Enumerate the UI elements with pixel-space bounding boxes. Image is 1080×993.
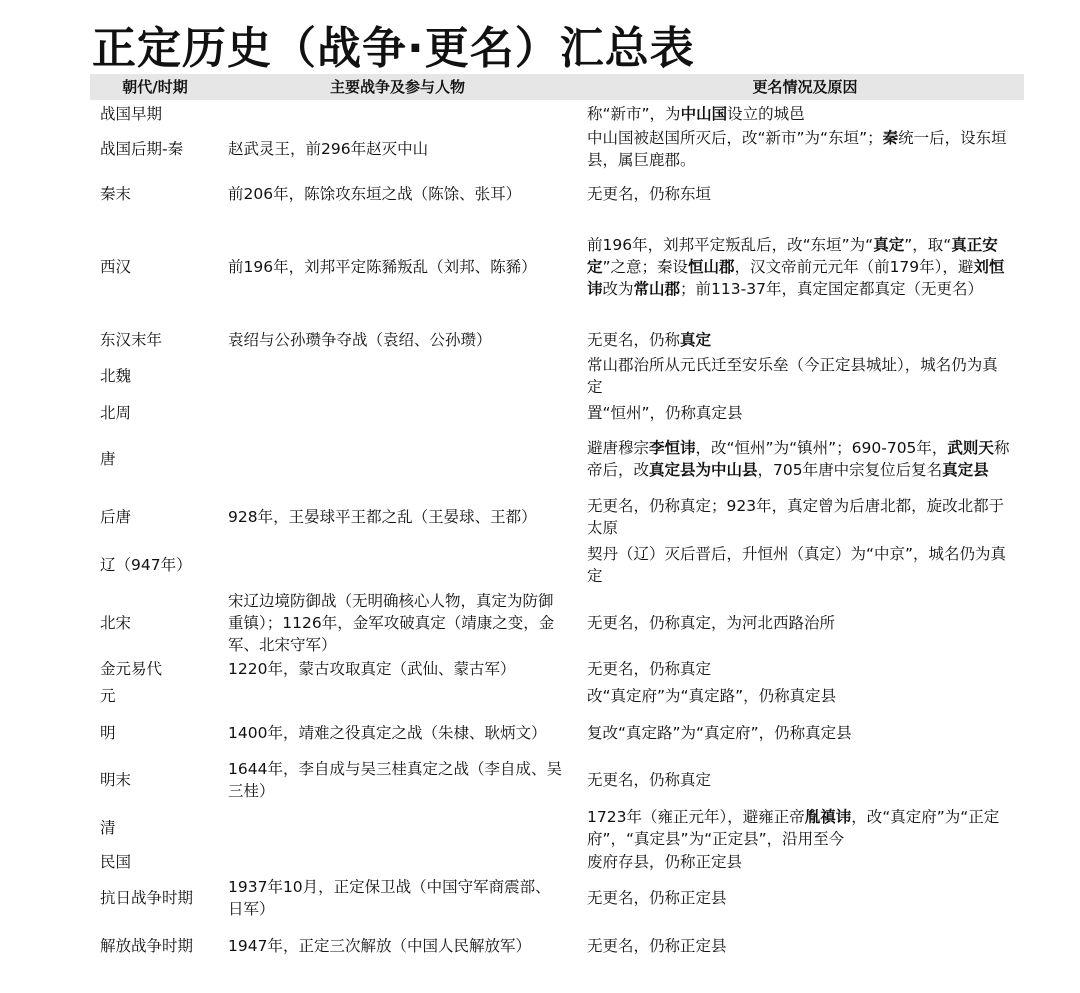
cell-war: 1220年，蒙古攻取真定（武仙、蒙古军） xyxy=(228,660,516,678)
text-segment: 无更名，仍称正定县 xyxy=(587,888,727,907)
text-segment: ，705年唐中宗复位后复名 xyxy=(757,461,943,479)
cell-period: 战国后期-秦 xyxy=(100,140,184,158)
cell-period: 秦末 xyxy=(100,185,132,203)
cell-rename xyxy=(587,590,1012,656)
header-rename: 更名情况及原因 xyxy=(752,78,858,96)
cell-period: 辽（947年） xyxy=(100,556,192,574)
cell-war xyxy=(228,851,563,873)
cell-war xyxy=(228,426,563,492)
cell-period: 后唐 xyxy=(100,508,132,526)
table-row xyxy=(90,426,1024,492)
bold-text: 真定 xyxy=(873,235,905,254)
table-row xyxy=(90,102,1024,126)
text-segment: 废府存县，仍称正定县 xyxy=(587,853,743,871)
cell-war: 赵武灵王，前296年赵灭中山 xyxy=(228,140,429,158)
table-row xyxy=(90,327,1024,352)
bold-text: 刘恒讳 xyxy=(587,257,1005,298)
text-segment: 称“新市”，为 xyxy=(587,105,681,123)
cell-rename xyxy=(587,922,1012,970)
cell-war xyxy=(228,683,563,709)
text-segment: 无更名，仍称真定 xyxy=(587,771,712,789)
cell-rename xyxy=(587,683,1012,709)
cell-period: 民国 xyxy=(100,853,132,871)
text-segment: 常山郡治所从元氏迁至安乐垒（今正定县城址），城名仍为真定 xyxy=(587,356,998,396)
table-row xyxy=(90,874,1024,921)
cell-rename xyxy=(587,426,1012,492)
cell-war xyxy=(228,805,563,851)
text-segment: 无更名，仍称正定县 xyxy=(587,937,727,955)
cell-period: 北宋 xyxy=(100,614,132,632)
table-row xyxy=(90,683,1024,709)
cell-period: 北周 xyxy=(100,403,132,422)
table-row xyxy=(90,757,1024,803)
cell-period: 抗日战争时期 xyxy=(100,888,194,907)
text-segment: 无更名，仍称东垣 xyxy=(587,185,712,203)
text-segment: 无更名，仍称真定 xyxy=(587,660,712,678)
cell-war: 928年，王晏球平王都之乱（王晏球、王都） xyxy=(228,508,537,526)
cell-rename xyxy=(587,710,1012,756)
cell-war: 袁绍与公孙瓒争夺战（袁绍、公孙瓒） xyxy=(228,330,492,349)
cell-period: 西汉 xyxy=(100,257,132,276)
cell-war xyxy=(228,102,563,126)
table-row xyxy=(90,208,1024,325)
cell-war: 1937年10月，正定保卫战（中国守军商震部、日军） xyxy=(228,877,551,918)
text-segment: 统一后，设东垣县，属巨鹿郡。 xyxy=(587,129,1007,169)
cell-war: 宋辽边境防御战（无明确核心人物，真定为防御重镇）；1126年，金军攻破真定（靖康之变，金军、北宋守军） xyxy=(228,592,555,654)
bold-text: 中山国 xyxy=(680,105,728,123)
cell-war: 1644年，李自成与吴三桂真定之战（李自成、吴三桂） xyxy=(228,760,562,800)
text-segment: 前196年，刘邦平定叛乱后，改“东垣”为“ xyxy=(587,235,874,254)
cell-rename xyxy=(587,494,1012,540)
cell-war: 1947年，正定三次解放（中国人民解放军） xyxy=(228,937,531,955)
cell-rename xyxy=(587,757,1012,803)
text-segment: 无更名，仍称真定，为河北西路治所 xyxy=(587,614,836,632)
cell-rename xyxy=(587,181,1012,207)
bold-text: 胤禛讳 xyxy=(804,808,852,826)
header-war: 主要战争及参与人物 xyxy=(329,78,465,96)
text-segment: 无更名，仍称真定；923年，真定曾为后唐北都，旋改北都于太原 xyxy=(587,497,1005,537)
cell-period: 清 xyxy=(100,819,116,837)
table-row xyxy=(90,353,1024,399)
bold-text: 真定县为中山县 xyxy=(649,461,758,479)
cell-rename xyxy=(587,126,1012,172)
cell-rename xyxy=(587,208,1012,325)
table-row xyxy=(90,494,1024,540)
text-segment: 改为 xyxy=(602,279,634,298)
cell-war: 1400年，靖难之役真定之战（朱棣、耿炳文） xyxy=(228,724,547,742)
cell-period: 唐 xyxy=(100,450,116,468)
cell-war xyxy=(228,353,563,399)
table-row xyxy=(90,400,1024,425)
text-segment: 避唐穆宗 xyxy=(587,439,650,457)
table-row xyxy=(90,181,1024,207)
cell-rename xyxy=(587,102,1012,126)
text-segment: ，汉文帝前元元年（前179年），避 xyxy=(734,257,974,276)
cell-rename xyxy=(587,874,1012,921)
header-period: 朝代/时期 xyxy=(122,78,188,96)
table-row xyxy=(90,656,1024,682)
cell-period: 明 xyxy=(100,724,116,742)
table-row xyxy=(90,922,1024,970)
text-segment: 1723年（雍正元年），避雍正帝 xyxy=(587,808,805,826)
text-segment: 无更名，仍称 xyxy=(587,330,681,349)
bold-text: 恒山郡 xyxy=(688,257,735,276)
cell-rename xyxy=(587,656,1012,682)
table-row xyxy=(90,851,1024,873)
text-segment: ”之意；秦设 xyxy=(602,257,689,276)
cell-war xyxy=(228,541,563,589)
text-segment: 称帝后，改 xyxy=(587,439,1010,479)
cell-rename xyxy=(587,805,1012,851)
cell-rename xyxy=(587,541,1012,589)
cell-war: 前206年，陈馀攻东垣之战（陈馀、张耳） xyxy=(228,185,522,203)
cell-rename xyxy=(587,327,1012,352)
cell-war: 前196年，刘邦平定陈豨叛乱（刘邦、陈豨） xyxy=(228,257,537,276)
cell-war xyxy=(228,400,563,425)
bold-text: 真定 xyxy=(680,330,712,349)
text-segment: ，改“恒州”为“镇州”；690-705年， xyxy=(695,439,948,457)
cell-period: 明末 xyxy=(100,771,132,789)
cell-rename xyxy=(587,400,1012,425)
table-row xyxy=(90,710,1024,756)
bold-text: 李恒讳 xyxy=(649,439,696,457)
bold-text: 真正安定 xyxy=(587,235,998,276)
text-segment: 契丹（辽）灭后晋后，升恒州（真定）为“中京”，城名仍为真定 xyxy=(587,545,1007,585)
cell-period: 解放战争时期 xyxy=(100,937,194,955)
table-row xyxy=(90,805,1024,851)
cell-period: 战国早期 xyxy=(100,105,163,123)
bold-text: 真定县 xyxy=(942,461,989,479)
page-title: 正定历史（战争·更名）汇总表 xyxy=(92,23,695,74)
text-segment: ”，取“ xyxy=(904,235,952,254)
cell-period: 金元易代 xyxy=(100,660,163,678)
text-segment: 改“真定府”为“真定路”，仍称真定县 xyxy=(587,687,837,705)
bold-text: 武则天 xyxy=(947,439,994,457)
cell-period: 东汉末年 xyxy=(100,330,163,349)
text-segment: 置“恒州”，仍称真定县 xyxy=(587,403,743,422)
cell-rename xyxy=(587,851,1012,873)
cell-period: 北魏 xyxy=(100,367,132,385)
table-row xyxy=(90,541,1024,589)
cell-rename xyxy=(587,353,1012,399)
table-row xyxy=(90,126,1024,172)
cell-period: 元 xyxy=(100,687,116,705)
text-segment: ；前113-37年，真定国定都真定（无更名） xyxy=(680,279,983,298)
text-segment: 中山国被赵国所灭后，改“新市”为“东垣”； xyxy=(587,129,883,147)
bold-text: 秦 xyxy=(882,129,899,147)
bold-text: 常山郡 xyxy=(633,279,681,298)
table-row xyxy=(90,590,1024,656)
text-segment: 复改“真定路”为“真定府”，仍称真定县 xyxy=(587,724,852,742)
text-segment: 设立的城邑 xyxy=(727,105,805,123)
text-segment: ，改“真定府”为“正定府”，“真定县”为“正定县”，沿用至今 xyxy=(587,808,1000,848)
